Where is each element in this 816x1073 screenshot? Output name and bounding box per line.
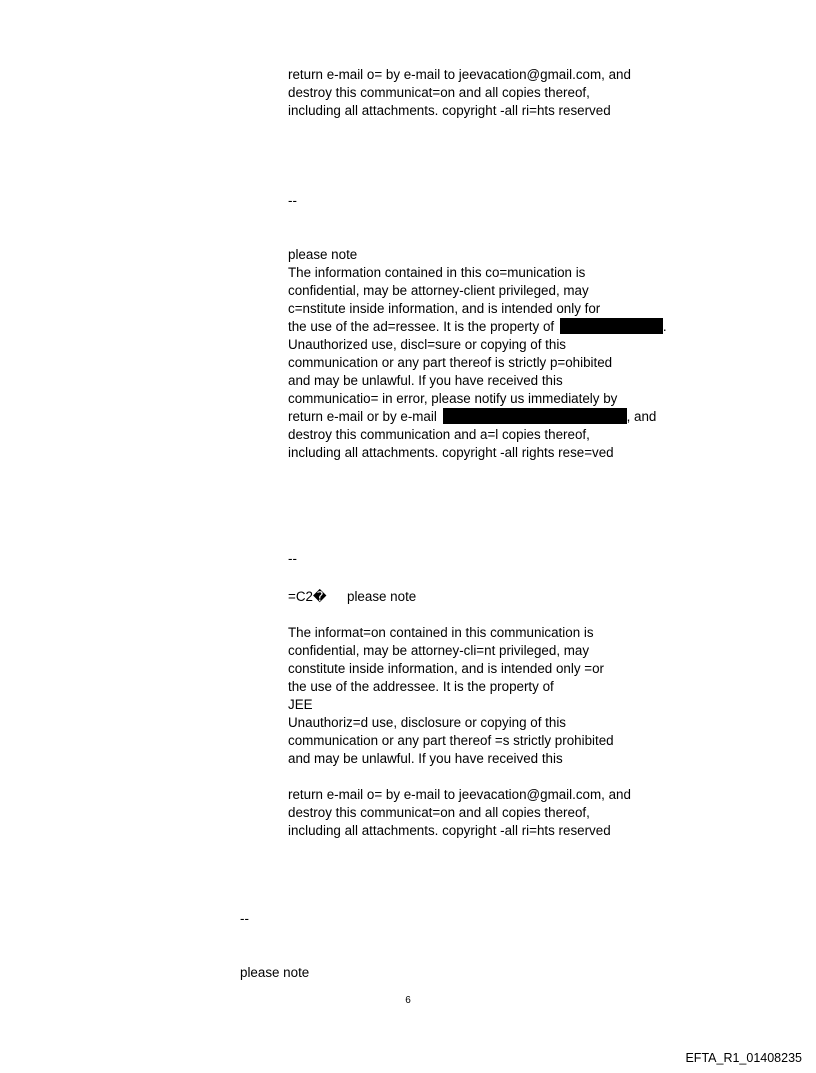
- text-line: constitute inside information, and is intended only =or: [288, 661, 604, 676]
- text-line: The informat=on contained in this communication is: [288, 625, 594, 640]
- separator: --: [288, 551, 297, 566]
- heading-please-note: please note: [288, 247, 358, 262]
- text-line: confidential, may be attorney-client privileged, may: [288, 283, 589, 298]
- text-line: including all attachments. copyright -all rights rese=ved: [288, 445, 614, 460]
- redaction-box: [560, 318, 663, 334]
- redaction-box: [443, 408, 627, 424]
- text-line: communicatio= in error, please notify us immediately by: [288, 391, 618, 406]
- heading-please-note: please note: [240, 965, 310, 980]
- text-line: including all attachments. copyright -all ri=hts reserved: [288, 103, 611, 118]
- text-segment: .: [662, 319, 667, 334]
- heading-please-note: please note: [347, 589, 417, 604]
- text-line: confidential, may be attorney-cli=nt privileged, may: [288, 643, 590, 658]
- separator: --: [288, 193, 297, 208]
- text-line: return e-mail o= by e-mail to jeevacation@gmail.com, and: [288, 67, 631, 82]
- text-line: communication or any part thereof =s strictly prohibited: [288, 733, 614, 748]
- text-line: c=nstitute inside information, and is intended only for: [288, 301, 601, 316]
- text-line: including all attachments. copyright -all ri=hts reserved: [288, 823, 611, 838]
- text-line: Unauthoriz=d use, disclosure or copying of this: [288, 715, 567, 730]
- encoded-prefix: =C2�: [288, 589, 327, 604]
- separator: --: [240, 911, 249, 926]
- document-id: EFTA_R1_01408235: [685, 1051, 802, 1065]
- text-line: the use of the addressee. It is the property of: [288, 679, 554, 694]
- text-line: destroy this communicat=on and all copies thereof,: [288, 85, 590, 100]
- text-segment: the use of the ad=ressee. It is the property of: [288, 319, 555, 334]
- text-line: The information contained in this co=munication is: [288, 265, 586, 280]
- text-line: Unauthorized use, discl=sure or copying of this: [288, 337, 567, 352]
- text-line: [288, 408, 656, 426]
- text-segment: return e-mail or by e-mail: [288, 409, 437, 424]
- text-line: communication or any part thereof is strictly p=ohibited: [288, 355, 613, 370]
- page-number: 6: [405, 995, 411, 1006]
- text-line: and may be unlawful. If you have received this: [288, 373, 563, 388]
- text-line: destroy this communication and a=l copies thereof,: [288, 427, 590, 442]
- text-line: return e-mail o= by e-mail to jeevacation@gmail.com, and: [288, 787, 631, 802]
- text-line: destroy this communicat=on and all copies thereof,: [288, 805, 590, 820]
- text-line: JEE: [288, 697, 313, 712]
- text-line: [288, 318, 667, 336]
- text-line: and may be unlawful. If you have received this: [288, 751, 563, 766]
- text-segment: , and: [626, 409, 657, 424]
